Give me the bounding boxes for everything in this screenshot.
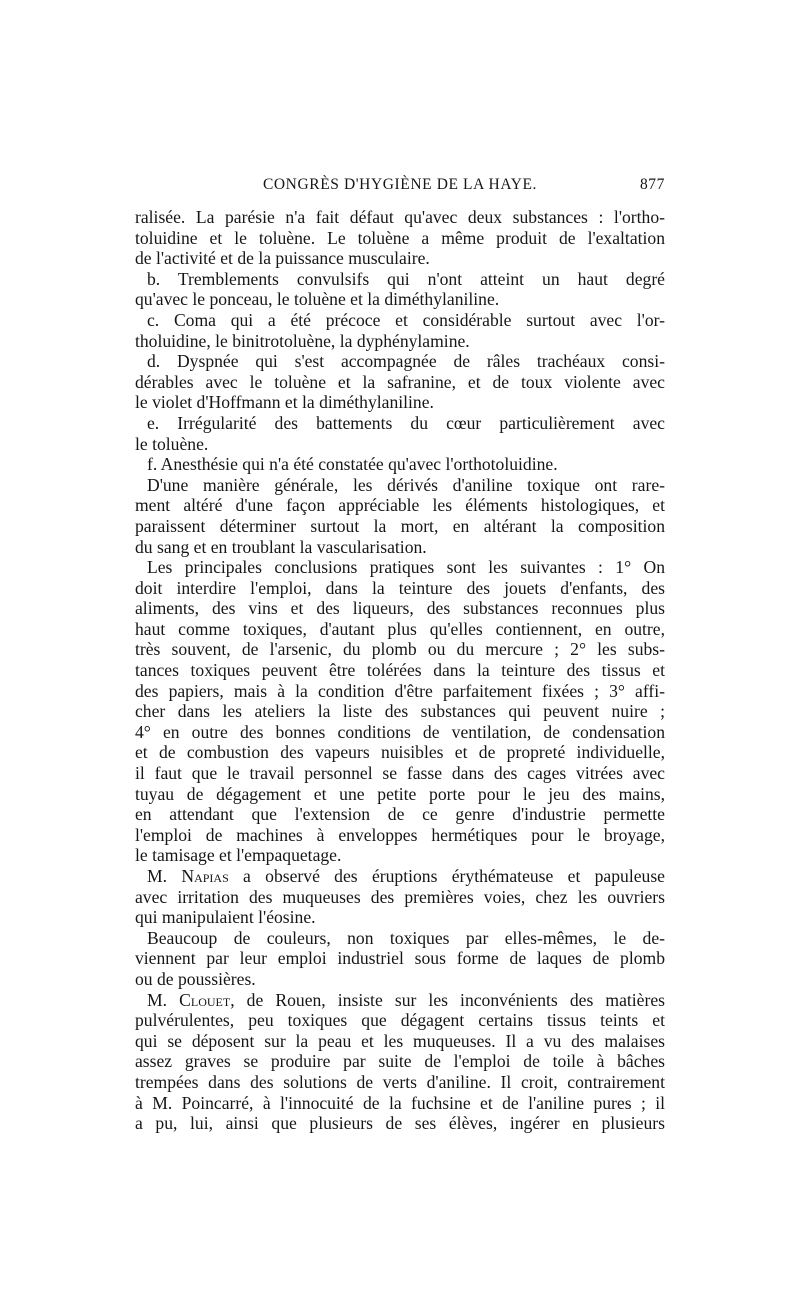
text-line: Beaucoup de couleurs, non toxiques par elles-mêmes, le de- <box>147 927 665 948</box>
running-title: CONGRÈS D'HYGIÈNE DE LA HAYE. <box>262 176 538 193</box>
text-line: tances toxiques peuvent être tolérées dans la teinture des tissus et <box>135 660 665 681</box>
text-line-rest: a observé des éruptions érythémateuse et papuleuse <box>228 866 665 886</box>
text-line: de l'activité et de la puissance musculaire. <box>135 248 430 269</box>
text-line: paraissent déterminer surtout la mort, en altérant la composition <box>135 515 665 536</box>
text-line: haut comme toxiques, d'autant plus qu'elles contiennent, en outre, <box>135 618 665 639</box>
text-line: qui manipulaient l'éosine. <box>135 907 316 928</box>
text-line: D'une manière générale, les dérivés d'aniline toxique ont rare- <box>147 474 665 495</box>
text-line-rest: , de Rouen, insiste sur les inconvénients des matières <box>230 989 665 1010</box>
text-line: aliments, des vins et des liqueurs, des substances reconnues plus <box>135 598 665 619</box>
text-line: a pu, lui, ainsi que plusieurs de ses élèves, ingérer en plusieurs <box>135 1113 665 1134</box>
text-line: Les principales conclusions pratiques sont les suivantes : 1° On <box>147 557 665 578</box>
text-line: f. Anesthésie qui n'a été constatée qu'avec l'orthotoluidine. <box>147 454 558 475</box>
text-line: tuyau de dégagement et une petite porte pour le jeu des mains, <box>135 783 665 804</box>
text-line: doit interdire l'emploi, dans la teinture des jouets d'enfants, des <box>135 577 665 598</box>
page-header <box>135 176 665 202</box>
text-line: à M. Poincarré, à l'innocuité de la fuchsine et de l'aniline pures ; il <box>135 1092 665 1113</box>
text-line: du sang et en troublant la vascularisation. <box>135 536 427 557</box>
text-line: des papiers, mais à la condition d'être parfaitement fixées ; 3° affi- <box>135 680 665 701</box>
text-line: tholuidine, le binitrotoluène, la dyphénylamine. <box>135 330 470 351</box>
text-line: et de combustion des vapeurs nuisibles et de propreté individuelle, <box>135 742 665 763</box>
text-line: 4° en outre des bonnes conditions de ventilation, de condensation <box>135 721 665 742</box>
text-line: dérables avec le toluène et la safranine, et de toux violente avec <box>135 371 665 392</box>
body-text <box>135 207 665 1134</box>
text-line: c. Coma qui a été précoce et considérable surtout avec l'or- <box>147 309 665 330</box>
text-line-prefix: M. <box>147 866 182 886</box>
text-line <box>135 990 665 1011</box>
text-line: il faut que le travail personnel se fasse dans des cages vitrées avec <box>135 763 665 784</box>
page-number: 877 <box>639 176 665 193</box>
text-line: viennent par leur emploi industriel sous forme de laques de plomb <box>135 948 665 969</box>
text-line: assez graves se produire par suite de l'emploi de toile à bâches <box>135 1051 665 1072</box>
text-line: qu'avec le ponceau, le toluène et la diméthylaniline. <box>135 289 500 310</box>
text-line: trempées dans des solutions de verts d'aniline. Il croit, contrairement <box>135 1071 665 1092</box>
book-page <box>135 176 665 1134</box>
text-line: toluidine et le toluène. Le toluène a même produit de l'exaltation <box>135 227 665 248</box>
text-line: ou de poussières. <box>135 968 256 989</box>
text-line: en attendant que l'extension de ce genre d'industrie permette <box>135 804 665 825</box>
text-line: qui se déposent sur la peau et les muqueuses. Il a vu des malaises <box>135 1030 665 1051</box>
text-line: ralisée. La parésie n'a fait défaut qu'avec deux substances : l'ortho- <box>135 207 665 227</box>
text-line: cher dans les ateliers la liste des substances qui peuvent nuire ; <box>135 701 665 722</box>
text-line: avec irritation des muqueuses des premières voies, chez les ouvriers <box>135 886 665 907</box>
text-line: d. Dyspnée qui s'est accompagnée de râles trachéaux consi- <box>147 351 665 372</box>
text-line: le violet d'Hoffmann et la diméthylaniline. <box>135 392 434 413</box>
text-line: b. Tremblements convulsifs qui n'ont atteint un haut degré <box>147 268 665 289</box>
text-line: très souvent, de l'arsenic, du plomb ou du mercure ; 2° les subs- <box>135 639 665 660</box>
text-line: pulvérulentes, peu toxiques que dégagent certains tissus teints et <box>135 1010 665 1031</box>
text-line: ment altéré d'une façon appréciable les éléments histologiques, et <box>135 495 665 516</box>
text-line <box>135 866 665 887</box>
author-name: Napias <box>181 866 229 886</box>
text-line: le tamisage et l'empaquetage. <box>135 845 342 866</box>
author-name: Clouet <box>179 989 231 1010</box>
text-line: le toluène. <box>135 433 209 454</box>
text-line: e. Irrégularité des battements du cœur particulièrement avec <box>147 412 665 433</box>
text-line-prefix: M. <box>147 989 180 1010</box>
text-line: l'emploi de machines à enveloppes hermétiques pour le broyage, <box>135 824 665 845</box>
